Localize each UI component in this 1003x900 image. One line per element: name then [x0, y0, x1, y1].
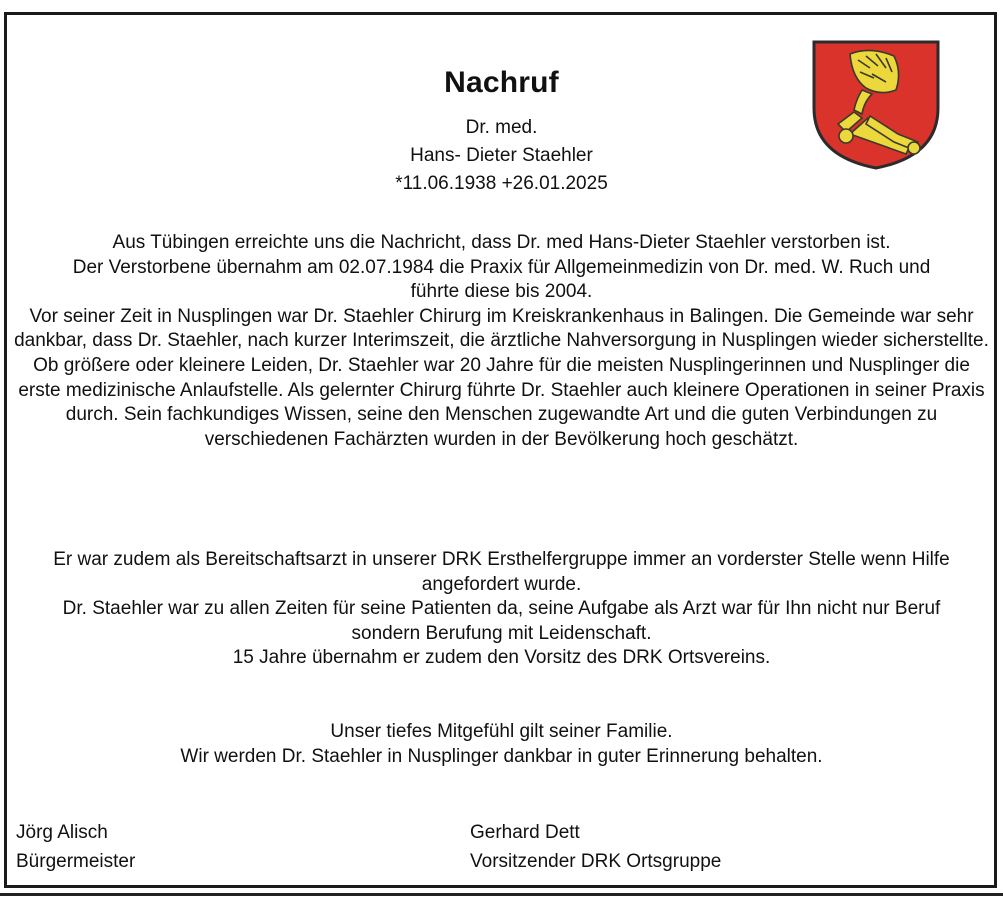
- signature-right-name: Gerhard Dett: [470, 822, 580, 843]
- paragraph-practice: Der Verstorbene übernahm am 02.07.1984 die Praxix für Allgemeinmedizin von Dr. med. W. Ruch und führte diese bis 2004.: [72, 256, 931, 303]
- signature-right: [470, 818, 721, 876]
- signature-right-role: Vorsitzender DRK Ortsgruppe: [470, 851, 722, 872]
- signature-left: [16, 818, 135, 876]
- signature-left-role: Bürgermeister: [16, 851, 136, 872]
- deceased-name: Hans- Dieter Staehler: [410, 145, 593, 166]
- paragraph-chair: 15 Jahre übernahm er zudem den Vorsitz des DRK Ortsvereins.: [232, 647, 771, 669]
- paragraph-career: Vor seiner Zeit in Nusplingen war Dr. Staehler Chirurg im Kreiskrankenhaus in Balingen. Die Gemeinde war sehr dankbar, dass Dr. Staehler, nach kurzer Interimszeit, die ärztliche Nahversorgung in Nusplingen wieder sicherstellte. Ob größere oder kleinere Leiden, Dr. Staehler war 20 Jahre für die meisten Nusplingerinnen und Nusplinger die erste medizinische Anlaufstelle. Als gelernter Chirurg führte Dr. Staehler auch kleinere Operationen in seiner Praxis durch. Sein fachkundiges Wissen, seine den Menschen zugewandte Art und die guten Verbindungen zu verschiedenen Fachärzten wurden in der Bevölkerung hoch geschätzt.: [14, 305, 989, 450]
- degree: Dr. med.: [465, 117, 538, 138]
- page-title: Nachruf: [444, 66, 559, 99]
- paragraph-drk-helper: Er war zudem als Bereitschaftsarzt in unserer DRK Ersthelfergruppe immer an vorderster Stelle wenn Hilfe angefordert wurde.: [53, 549, 950, 595]
- signature-left-name: Jörg Alisch: [16, 822, 108, 843]
- paragraph-news: Aus Tübingen erreichte uns die Nachricht, dass Dr. med Hans-Dieter Staehler verstorben ist.: [112, 232, 891, 253]
- paragraph-patients: Dr. Staehler war zu allen Zeiten für seine Patienten da, seine Aufgabe als Arzt war für Ihn nicht nur Beruf sondern Berufung mit Leidenschaft.: [62, 598, 941, 644]
- bottom-rule: [0, 893, 1003, 896]
- paragraph-condolence: Unser tiefes Mitgefühl gilt seiner Familie.: [330, 721, 673, 742]
- life-dates: *11.06.1938 +26.01.2025: [395, 173, 608, 194]
- paragraph-remembrance: Wir werden Dr. Staehler in Nusplinger dankbar in guter Erinnerung behalten.: [180, 745, 823, 767]
